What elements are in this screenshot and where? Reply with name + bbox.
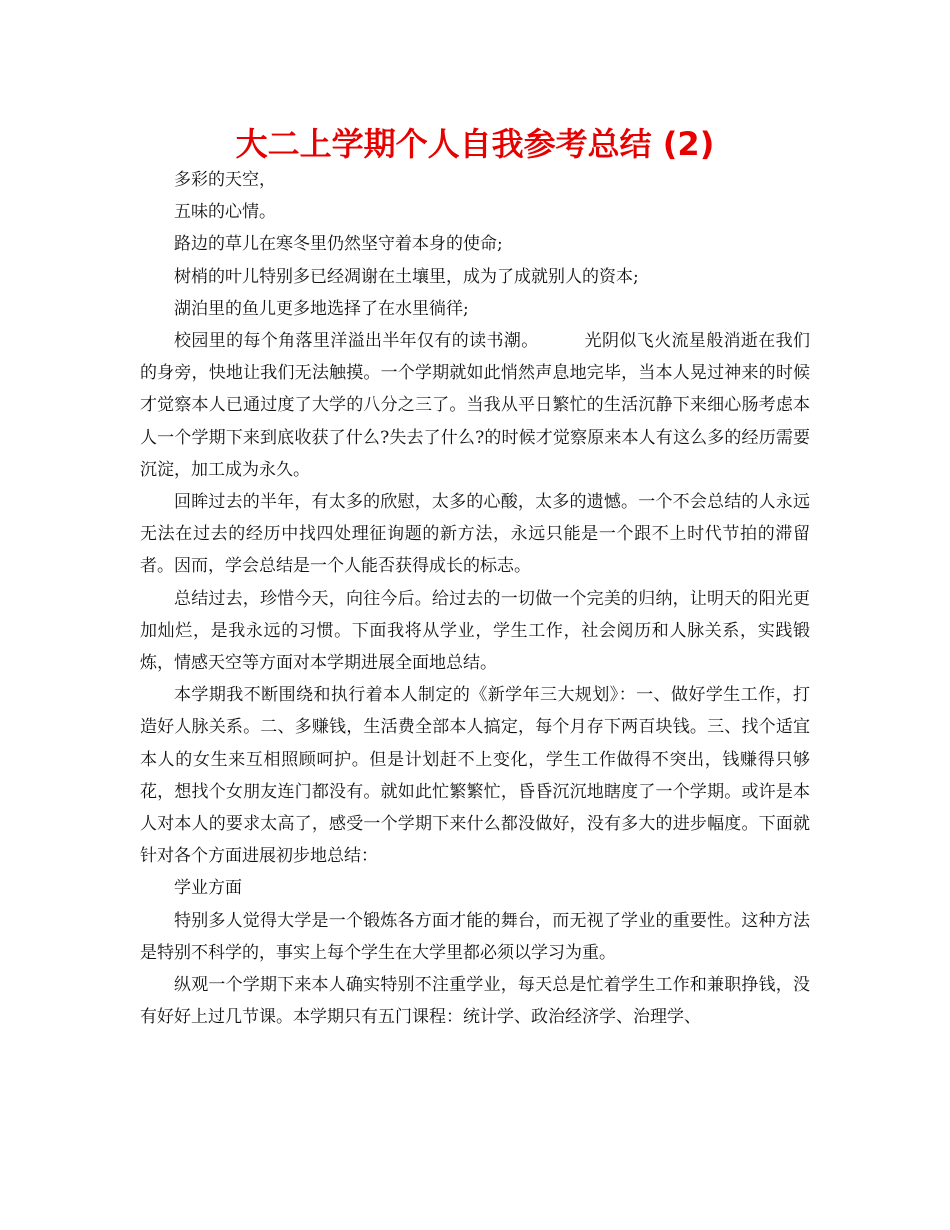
- paragraph: 树梢的叶儿特别多已经凋谢在土壤里，成为了成就别人的资本;: [174, 266, 639, 287]
- paragraph: 回眸过去的半年，有太多的欣慰，太多的心酸，太多的遗憾。一个不会总结的人永远无法在过去的经历中找四处理征询题的新方法，永远只能是一个跟不上时代节拍的滞留者。因而，学会总结是一个人能否获得成长的标志。: [140, 492, 810, 577]
- document-title: 大二上学期个人自我参考总结 (2): [235, 125, 715, 163]
- paragraph: 特别多人觉得大学是一个锻炼各方面才能的舞台，而无视了学业的重要性。这种方法是特别不科学的，事实上每个学生在大学里都必须以学习为重。: [140, 910, 810, 963]
- paragraph: 本学期我不断围绕和执行着本人制定的《新学年三大规划》：一、做好学生工作，打造好人脉关系。二、多赚钱，生活费全部本人搞定，每个月存下两百块钱。三、找个适宜本人的女生来互相照顾呵护。但是计划赶不上变化，学生工作做得不突出，钱赚得只够花，想找个女朋友连门都没有。就如此忙繁繁忙，昏昏沉沉地瞎度了一个学期。或许是本人对本人的要求太高了，感受一个学期下来什么都没做好，没有多大的进步幅度。下面就针对各个方面进展初步地总结：: [140, 685, 810, 867]
- paragraph: 总结过去，珍惜今天，向往今后。给过去的一切做一个完美的归纳，让明天的阳光更加灿烂，是我永远的习惯。下面我将从学业，学生工作，社会阅历和人脉关系，实践锻炼，情感天空等方面对本学期进展全面地总结。: [140, 588, 810, 674]
- paragraph: 湖泊里的鱼儿更多地选择了在水里徜徉;: [174, 298, 469, 319]
- paragraph: 校园里的每个角落里洋溢出半年仅有的读书潮。 光阴似飞火流星般消逝在我们的身旁，快地让我们无法触摸。一个学期就如此悄然声息地完毕，当本人晃过神来的时候才觉察本人已通过度了大学的八分之三了。当我从平日繁忙的生活沉静下来细心肠考虑本人一个学期下来到底收获了什么?失去了什么?的时候才觉察原来本人有这么多的经历需要沉淀，加工成为永久。: [140, 331, 810, 480]
- paragraph: 多彩的天空，: [174, 170, 276, 190]
- section-heading: 学业方面: [174, 878, 242, 899]
- document-body: [140, 164, 810, 1033]
- paragraph: 路边的草儿在寒冬里仍然坚守着本身的使命;: [174, 234, 503, 255]
- paragraph: 纵观一个学期下来本人确实特别不注重学业，每天总是忙着学生工作和兼职挣钱，没有好好上过几节课。本学期只有五门课程：统计学、政治经济学、治理学、: [140, 975, 810, 1028]
- paragraph: 五味的心情。: [174, 202, 276, 223]
